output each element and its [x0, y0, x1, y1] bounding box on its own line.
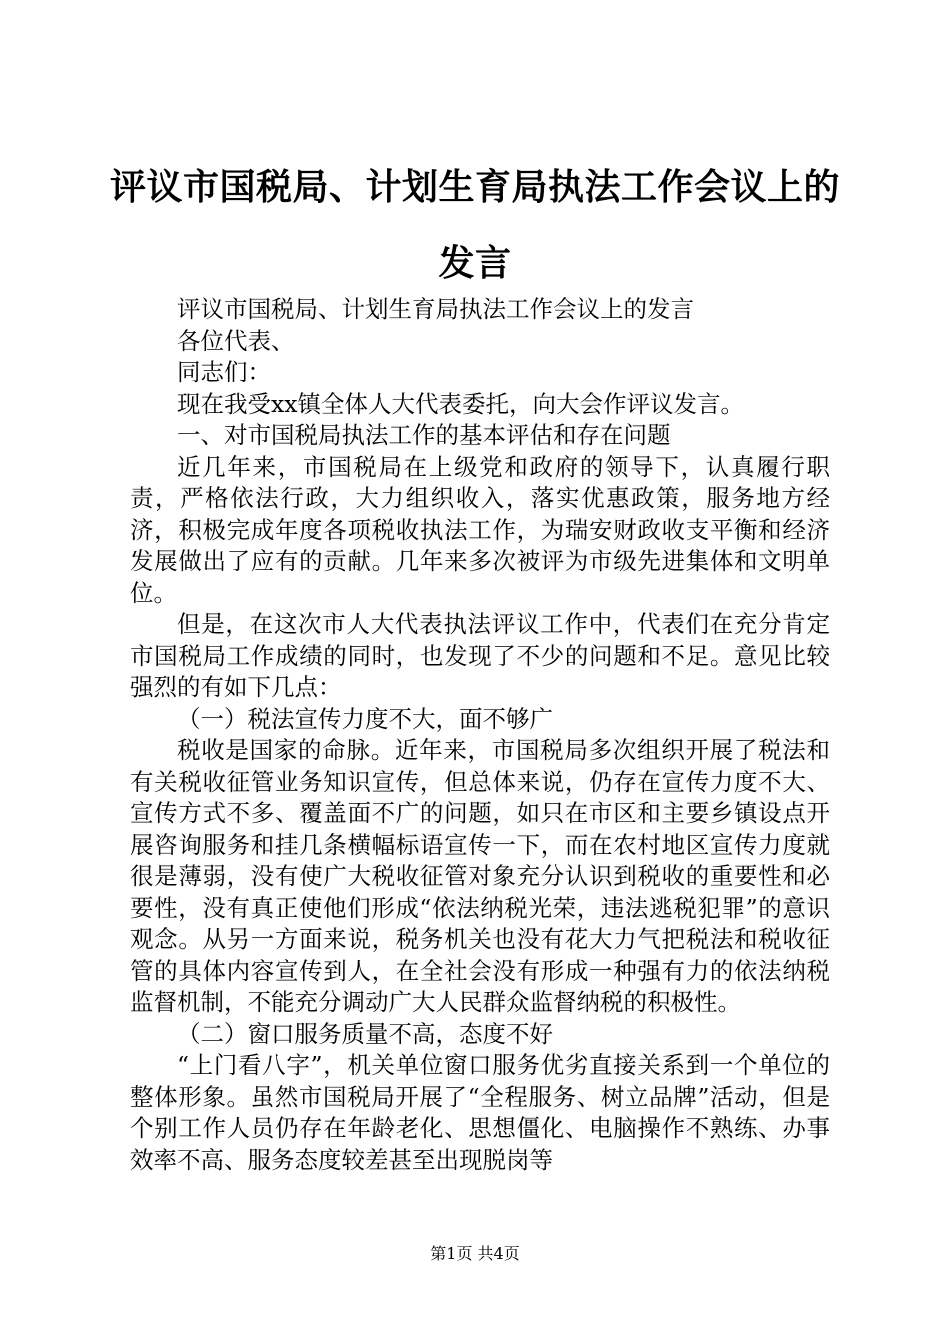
paragraph-achievements: 近几年来，市国税局在上级党和政府的领导下，认真履行职责，严格依法行政，大力组织收入，落实优惠政策，服务地方经济，积极完成年度各项税收执法工作，为瑞安财政收支平衡和经济发展做出了应有的贡献。几年来多次被评为市级先进集体和文明单位。 — [130, 452, 830, 607]
document-title: 评议市国税局、计划生育局执法工作会议上的发言 — [110, 167, 841, 284]
section-heading-1: 一、对市国税局执法工作的基本评估和存在问题 — [177, 421, 671, 449]
subsection-heading-2: （二）窗口服务质量不高，态度不好 — [177, 1019, 553, 1048]
paragraph-tax-publicity: 税收是国家的命脉。近年来，市国税局多次组织开展了税法和有关税收征管业务知识宣传，但总体来说，仍存在宣传力度不大、宣传方式不多、覆盖面不广的问题，如只在市区和主要乡镇设点开展咨询服务和挂几条横幅标语宣传一下，而在农村地区宣传力度就很是薄弱，没有使广大税收征管对象充分认识到税收的重要性和必要性，没有真正使他们形成“依法纳税光荣，违法逃税犯罪”的意识观念。从另一方面来说，税务机关也没有花大力气把税法和税收征管的具体内容宣传到人，在全社会没有形成一种强有力的依法纳税监督机制，不能充分调动广大人民群众监督纳税的积极性。 — [130, 736, 830, 1016]
subsection-heading-1: （一）税法宣传力度不大，面不够广 — [177, 704, 553, 733]
paragraph-salutation-delegates: 各位代表、 — [177, 326, 295, 355]
paragraph-intro: 现在我受xx镇全体人大代表委托，向大会作评议发言。 — [177, 389, 745, 418]
paragraph-problems-intro: 但是，在这次市人大代表执法评议工作中，代表们在充分肯定市国税局工作成绩的同时，也发现了不少的问题和不足。意见比较强烈的有如下几点： — [130, 610, 830, 701]
page-number-footer: 第1页 共4页 — [430, 1244, 520, 1263]
paragraph-window-service: “上门看八字”，机关单位窗口服务优劣直接关系到一个单位的整体形象。虽然市国税局开展了“全程服务、树立品牌”活动，但是个别工作人员仍存在年龄老化、思想僵化、电脑操作不熟练、办事效率不高、服务态度较差甚至出现脱岗等 — [130, 1051, 830, 1174]
paragraph-heading-repeat: 评议市国税局、计划生育局执法工作会议上的发言 — [177, 295, 694, 323]
document-body — [130, 294, 830, 1176]
paragraph-salutation-comrades: 同志们： — [177, 358, 271, 386]
